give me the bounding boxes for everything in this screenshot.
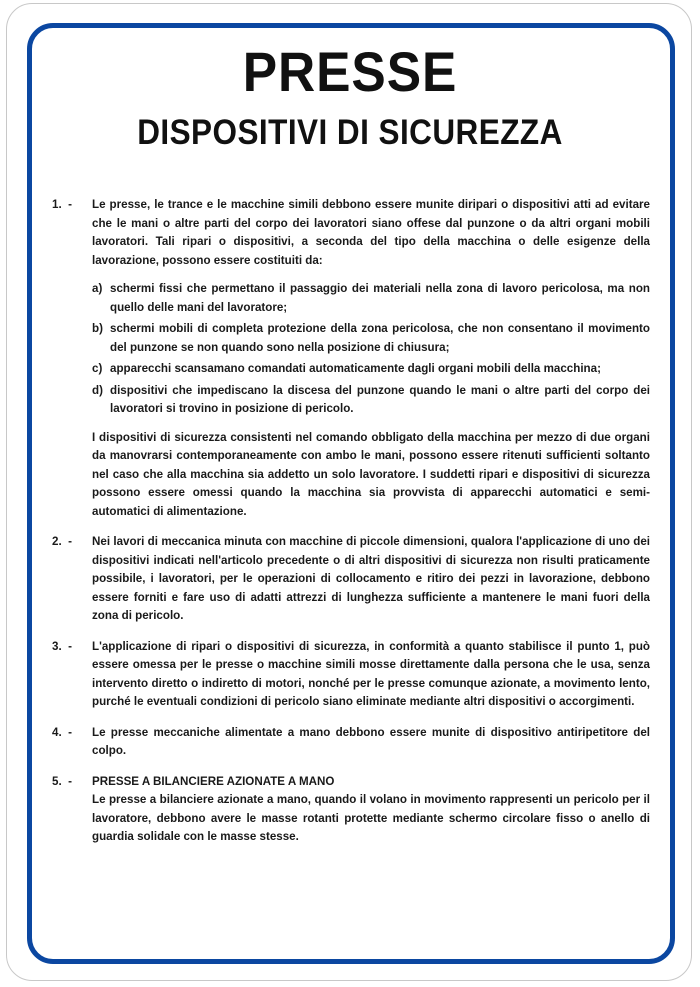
rule-item-5: [52, 773, 650, 847]
subitem-label: d): [92, 383, 103, 397]
subitem-text: schermi fissi che permettano il passaggio dei materiali nella zona di lavoro pericolosa, ma non quello delle mani del lavoratore;: [110, 282, 650, 314]
rule-content: [92, 533, 650, 626]
rule-item-4: [52, 724, 650, 761]
rule-text: Nei lavori di meccanica minuta con macchine di piccole dimensioni, qualora l'applicazione di uno dei dispositivi indicati nell'articolo precedente o di altri dispositivi di sicurezza non risulti praticamente possibile, i lavoratori, per le operazioni di collocamento e ritiro dei pezzi in lavorazione, debbono essere forniti e fare uso di adatti attrezzi di lunghezza sufficiente a mantenere le mani fuori della zona di pericolo.: [92, 535, 650, 622]
rule-content: [92, 196, 650, 521]
subitem-d: [92, 382, 650, 419]
rule-item-2: [52, 533, 650, 626]
rule-item-1: [52, 196, 650, 521]
rule-text: Le presse meccaniche alimentate a mano debbono essere munite di dispositivo antiripetitore del colpo.: [92, 725, 650, 757]
rule-item-3: [52, 638, 650, 712]
rule-number: 1. -: [52, 198, 72, 211]
rule-number: 2. -: [52, 535, 72, 548]
rule-text: Le presse a bilanciere azionate a mano, quando il volano in movimento rappresenti un pericolo per il lavoratore, debbono avere le masse rotanti protette mediante schermo circolare fisso o anello di guardia solidale con le masse stesse.: [92, 793, 650, 843]
sign-body: [52, 196, 650, 859]
rule-text: Le presse, le trance e le macchine simili debbono essere munite diripari o dispositivi atti ad evitare che le mani o altre parti del corpo dei lavoratori siano offese dal punzone o da altri organi mobili lavoratori. Tali ripari o dispositivi, a seconda del tipo della macchina o delle esigenze della lavorazione, possono essere costituiti da:: [92, 198, 650, 267]
subitem-label: b): [92, 322, 103, 335]
rule-subitems: [92, 280, 650, 419]
subitem-text: dispositivi che impediscano la discesa del punzone quando le mani o altre parti del corpo dei lavoratori si trovino in posizione di pericolo.: [110, 383, 650, 415]
sign-title: PRESSE: [242, 40, 458, 103]
rule-number: 5. -: [52, 774, 72, 788]
subitem-a: [92, 280, 650, 317]
subitem-text: apparecchi scansamano comandati automaticamente dagli organi mobili della macchina;: [110, 362, 601, 375]
rule-content: [92, 638, 650, 712]
rule-heading: PRESSE A BILANCIERE AZIONATE A MANO: [92, 774, 335, 788]
subitem-c: [92, 360, 650, 379]
rule-number: 3. -: [52, 639, 72, 653]
subitem-b: [92, 320, 650, 357]
subitem-text: schermi mobili di completa protezione della zona pericolosa, che non consentano il movimento del punzone se non quando sono nella posizione di chiusura;: [110, 322, 650, 354]
sign-subtitle: DISPOSITIVI DI SICUREZZA: [137, 113, 563, 152]
rule-text: L'applicazione di ripari o dispositivi di sicurezza, in conformità a quanto stabilisce il punto 1, può essere omessa per le presse o macchine simili mosse direttamente dalla persona che le usa, senza intervento diretto o indiretto di motori, nonché per le presse comunque azionate, a movimento lento, purché le eventuali condizioni di pericolo siano eliminate mediante altri dispositivi o accorgimenti.: [92, 639, 650, 708]
rule-number: 4. -: [52, 725, 72, 739]
rule-extra-paragraph: I dispositivi di sicurezza consistenti nel comando obbligato della macchina per mezzo di due organi da manovrarsi contemporaneamente con ambo le mani, possono essere ritenuti sufficienti soltanto nel caso che alla macchina sia addetto un solo lavoratore. I suddetti ripari e dispositivi di sicurezza possono essere omessi quando la macchina sia provvista di apparecchi automatici e semi-automatici di alimentazione.: [92, 430, 650, 518]
rule-content: [92, 724, 650, 761]
rule-content: [92, 773, 650, 847]
subitem-label: a): [92, 282, 103, 295]
subitem-label: c): [92, 362, 103, 375]
